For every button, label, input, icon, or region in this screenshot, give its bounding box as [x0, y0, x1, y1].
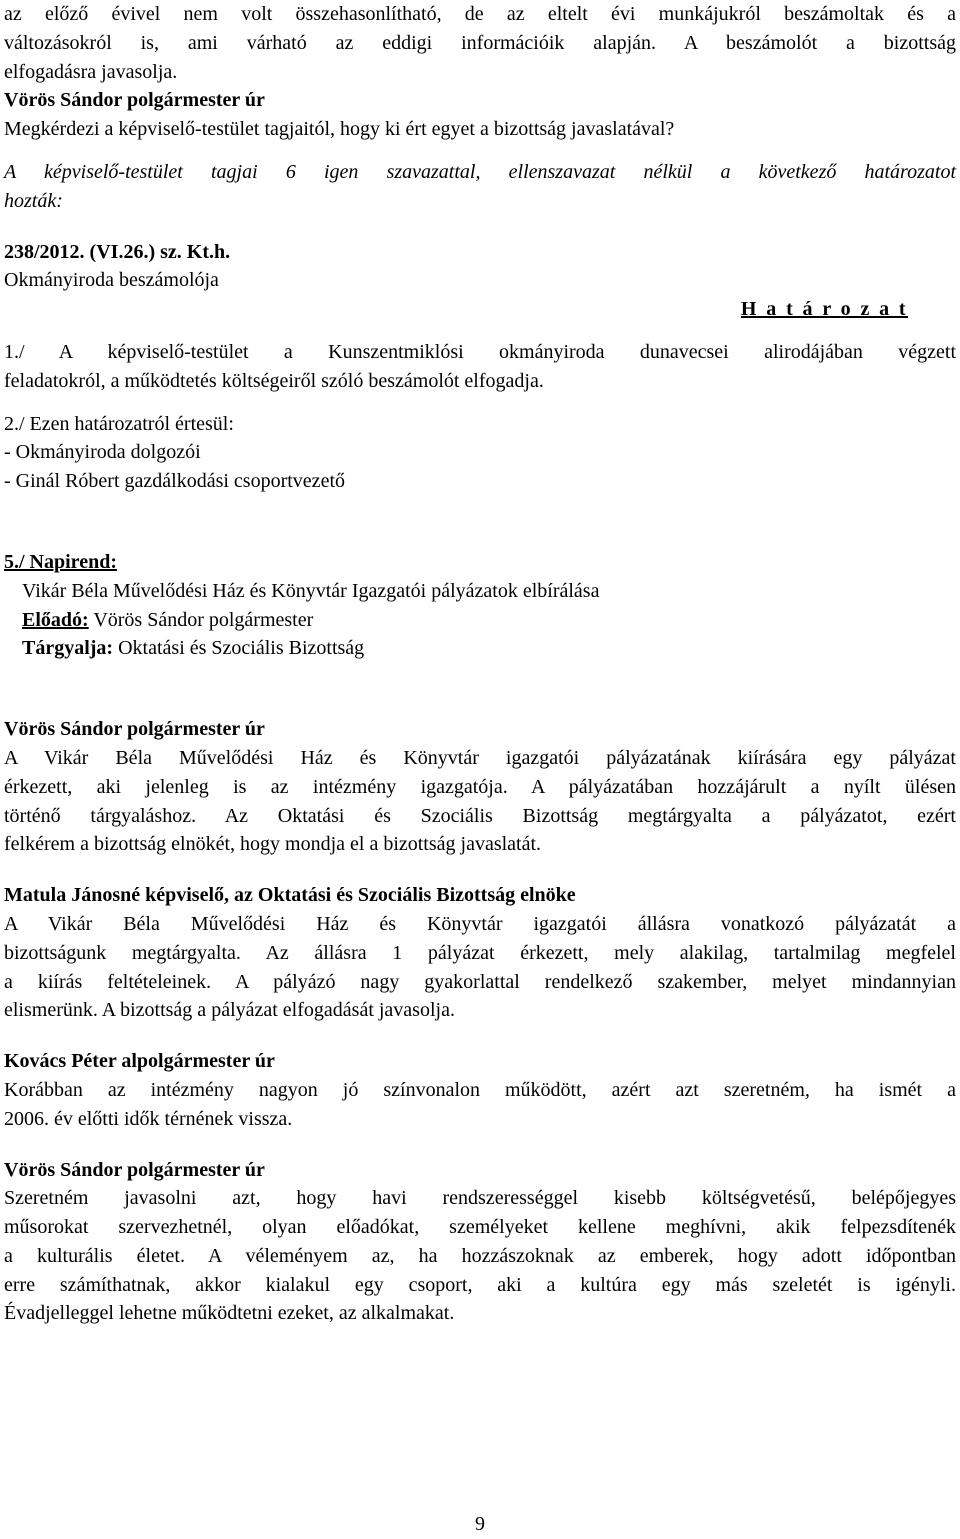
- intro-line-3: elfogadásra javasolja.: [4, 60, 178, 83]
- speaker-block-4: [4, 1047, 956, 1133]
- speaker-name: Vörös Sándor polgármester úr: [4, 718, 265, 741]
- speaker-line: a kiírás feltételeinek. A pályázó nagy gyakorlattal rendelkező szakember, melyet mindannyian: [4, 970, 956, 993]
- agenda-discussed-line: [4, 634, 956, 663]
- speaker-line: Korábban az intézmény nagyon jó színvonalon működött, azért azt szeretném, ha ismét a: [4, 1078, 956, 1101]
- speaker-name: Vörös Sándor polgármester úr: [4, 89, 265, 112]
- speaker-line: A Vikár Béla Művelődési Ház és Könyvtár igazgatói állásra vonatkozó pályázatát a: [4, 912, 956, 935]
- speaker-line: elismerünk. A bizottság a pályázat elfogadását javasolja.: [4, 999, 455, 1022]
- resolution-title: Okmányiroda beszámolója: [4, 269, 219, 292]
- speaker-line: érkezett, aki jelenleg is az intézmény igazgatója. A pályázatában hozzájárult a nyílt ülésen: [4, 775, 956, 798]
- agenda-number: 5./ Napirend:: [4, 550, 117, 573]
- speaker-line: 2006. év előtti idők térnének vissza.: [4, 1107, 293, 1130]
- notify-item-1: - Okmányiroda dolgozói: [4, 441, 201, 464]
- resolution-point-1-line-1: 1./ A képviselő-testület a Kunszentmiklósi okmányiroda dunavecsei alirodájában végzett: [4, 340, 956, 363]
- agenda-block: [4, 548, 956, 663]
- speaker-name: Vörös Sándor polgármester úr: [4, 1158, 265, 1181]
- speaker-line: erre számíthatnak, akkor kialakul egy csoport, aki a kultúra egy más szeletét is igényli.: [4, 1273, 956, 1296]
- speaker-line: történő tárgyaláshoz. Az Oktatási és Szociális Bizottság megtárgyalta a pályázatot, ezért: [4, 804, 956, 827]
- page-number: 9: [475, 1513, 485, 1535]
- speaker-name: Matula Jánosné képviselő, az Oktatási és Szociális Bizottság elnöke: [4, 884, 576, 907]
- discussed-body: Oktatási és Szociális Bizottság: [113, 637, 365, 660]
- speaker-line: bizottságunk megtárgyalta. Az állásra 1 pályázat érkezett, mely alakilag, tartalmilag megfelel: [4, 941, 956, 964]
- resolution-heading: H a t á r o z a t: [740, 298, 908, 321]
- resolution-heading-wrap: [4, 295, 908, 324]
- document-body: [4, 0, 956, 1328]
- resolution-block: [4, 238, 956, 496]
- resolution-number: 238/2012. (VI.26.) sz. Kt.h.: [4, 240, 231, 263]
- speaker-line: A Vikár Béla Művelődési Ház és Könyvtár igazgatói pályázatának kiírására egy pályázat: [4, 746, 956, 769]
- agenda-presenter-line: [4, 606, 956, 635]
- speaker-line: felkérem a bizottság elnökét, hogy mondja el a bizottság javaslatát.: [4, 833, 542, 856]
- speaker-line: műsorokat szervezhetnél, olyan előadókat, személyeket kellene meghívni, akik felpezsdítenék: [4, 1216, 956, 1239]
- intro-line-2: változásokról is, ami várható az eddigi információik alapján. A beszámolót a bizottság: [4, 31, 956, 54]
- speaker-block-2: [4, 715, 956, 859]
- speaker-block-1: [4, 86, 956, 144]
- vote-line-2: hozták:: [4, 189, 63, 212]
- speaker-line: Évadjelleggel lehetne működtetni ezeket, az alkalmakat.: [4, 1302, 455, 1325]
- intro-line-1: az előző évivel nem volt összehasonlítható, de az eltelt évi munkájukról beszámoltak és a: [4, 3, 956, 25]
- discussed-label: Tárgyalja:: [22, 637, 114, 660]
- speaker-text: Megkérdezi a képviselő-testület tagjaitól, hogy ki ért egyet a bizottság javaslatával?: [4, 118, 675, 141]
- resolution-point-1-line-2: feladatokról, a működtetés költségeiről szóló beszámolót elfogadja.: [4, 369, 544, 392]
- speaker-line: a kulturális életet. A véleményem az, ha hozzászoknak az emberek, hogy adott időpontban: [4, 1244, 956, 1267]
- vote-statement: [4, 158, 956, 216]
- speaker-block-5: [4, 1156, 956, 1329]
- resolution-point-2: 2./ Ezen határozatról értesül:: [4, 412, 234, 435]
- speaker-block-3: [4, 881, 956, 1025]
- vote-line-1: A képviselő-testület tagjai 6 igen szavazattal, ellenszavazat nélkül a következő határozatot: [4, 160, 956, 183]
- speaker-name: Kovács Péter alpolgármester úr: [4, 1050, 275, 1073]
- presenter-name: Vörös Sándor polgármester: [88, 608, 314, 631]
- speaker-line: Szeretném javasolni azt, hogy havi rendszerességgel kisebb költségvetésű, belépőjegyes: [4, 1187, 956, 1210]
- notify-item-2: - Ginál Róbert gazdálkodási csoportvezető: [4, 470, 345, 493]
- agenda-title: Vikár Béla Művelődési Ház és Könyvtár Igazgatói pályázatok elbírálása: [22, 579, 600, 602]
- intro-paragraph: [4, 0, 956, 86]
- presenter-label: Előadó:: [22, 608, 89, 631]
